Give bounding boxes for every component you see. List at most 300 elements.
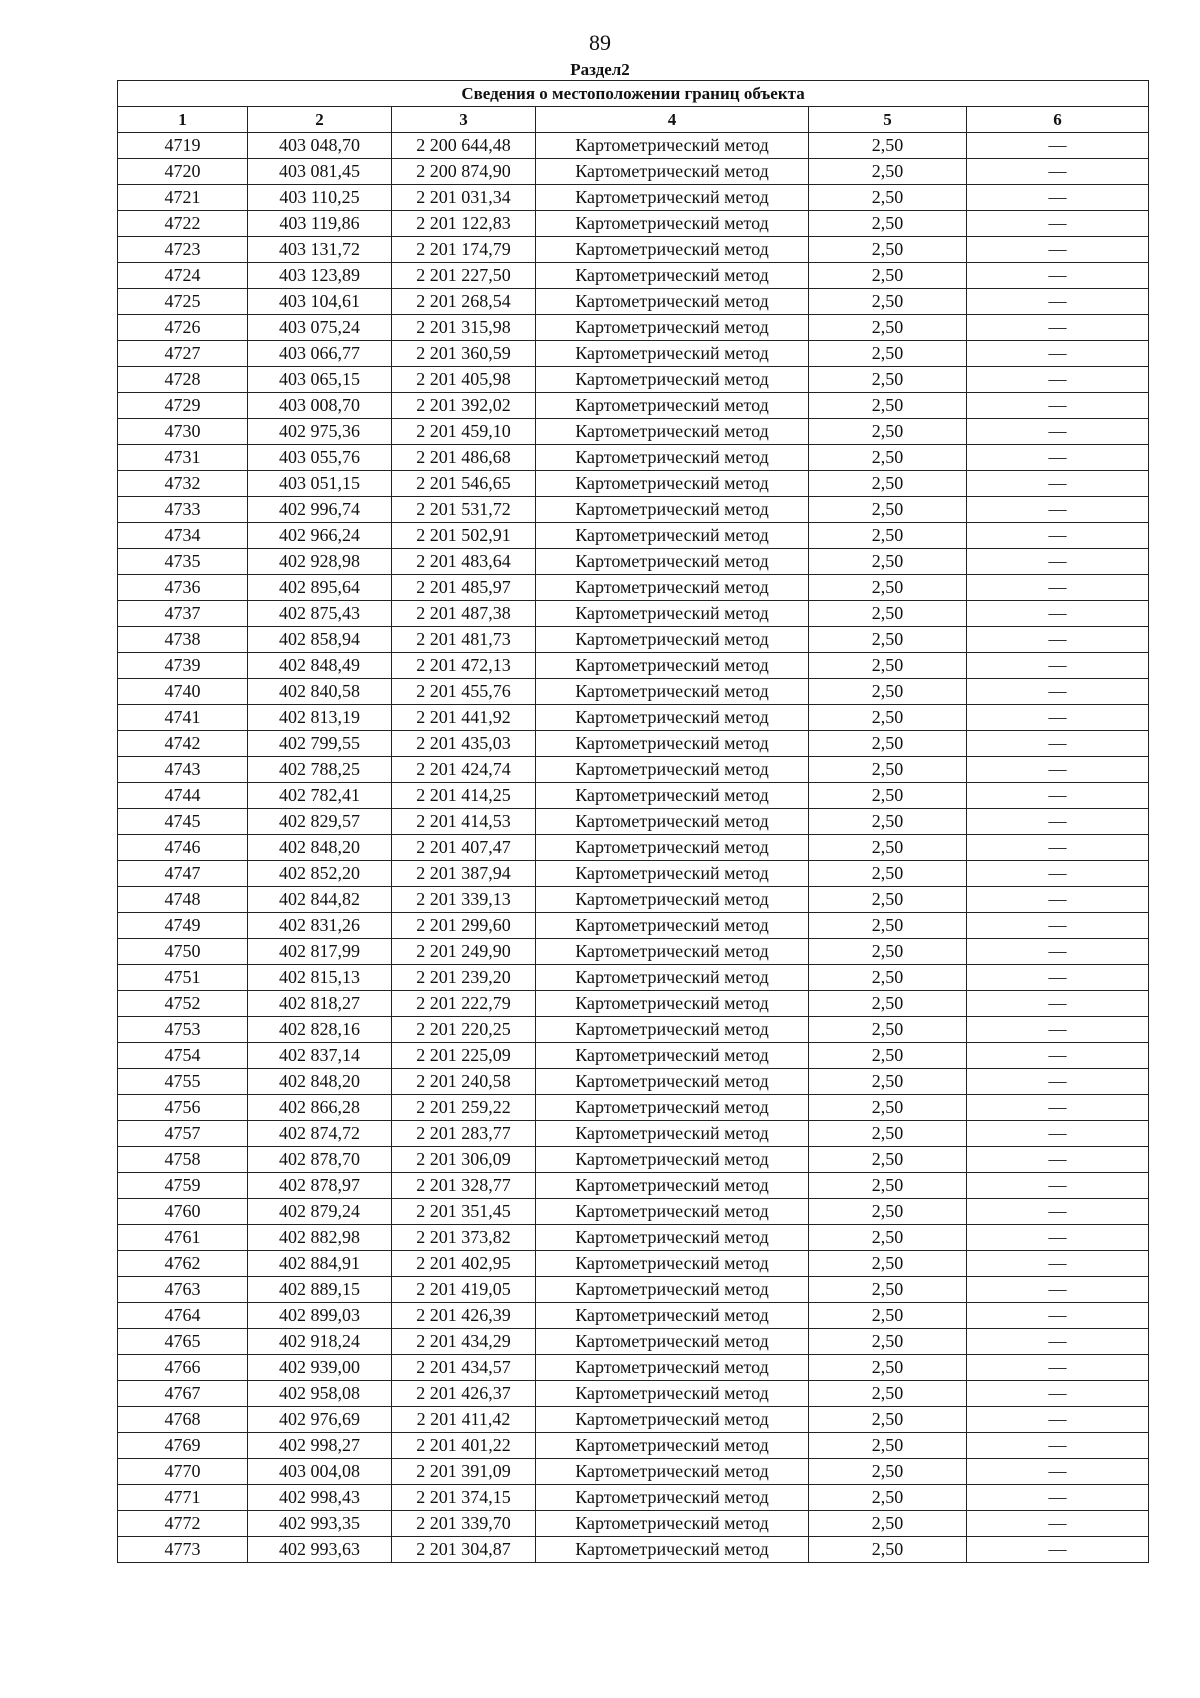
table-row [118,185,1149,211]
method-cell: Картометрический метод [536,159,809,185]
table-row [118,367,1149,393]
y-coordinate-cell: 2 201 239,20 [392,965,536,991]
y-coordinate-cell: 2 201 339,70 [392,1511,536,1537]
method-cell: Картометрический метод [536,1303,809,1329]
x-coordinate-cell: 403 131,72 [248,237,392,263]
point-number-cell: 4756 [118,1095,248,1121]
point-number-cell: 4725 [118,289,248,315]
table-row [118,497,1149,523]
method-cell: Картометрический метод [536,1329,809,1355]
point-number-cell: 4724 [118,263,248,289]
y-coordinate-cell: 2 201 328,77 [392,1173,536,1199]
x-coordinate-cell: 402 831,26 [248,913,392,939]
method-cell: Картометрический метод [536,1199,809,1225]
description-cell: — [967,1173,1149,1199]
accuracy-cell: 2,50 [809,549,967,575]
y-coordinate-cell: 2 200 874,90 [392,159,536,185]
table-caption-row [118,81,1149,107]
table-row [118,1251,1149,1277]
point-number-cell: 4726 [118,315,248,341]
point-number-cell: 4759 [118,1173,248,1199]
description-cell: — [967,601,1149,627]
table-row [118,1329,1149,1355]
point-number-cell: 4733 [118,497,248,523]
method-cell: Картометрический метод [536,471,809,497]
table-row [118,1537,1149,1563]
point-number-cell: 4745 [118,809,248,835]
point-number-cell: 4743 [118,757,248,783]
accuracy-cell: 2,50 [809,497,967,523]
point-number-cell: 4723 [118,237,248,263]
x-coordinate-cell: 402 958,08 [248,1381,392,1407]
accuracy-cell: 2,50 [809,1043,967,1069]
y-coordinate-cell: 2 201 315,98 [392,315,536,341]
method-cell: Картометрический метод [536,393,809,419]
y-coordinate-cell: 2 201 419,05 [392,1277,536,1303]
y-coordinate-cell: 2 201 339,13 [392,887,536,913]
description-cell: — [967,887,1149,913]
description-cell: — [967,1485,1149,1511]
accuracy-cell: 2,50 [809,133,967,159]
x-coordinate-cell: 402 829,57 [248,809,392,835]
x-coordinate-cell: 402 840,58 [248,679,392,705]
accuracy-cell: 2,50 [809,1511,967,1537]
x-coordinate-cell: 402 899,03 [248,1303,392,1329]
method-cell: Картометрический метод [536,1069,809,1095]
description-cell: — [967,731,1149,757]
column-number-1: 1 [118,107,248,133]
method-cell: Картометрический метод [536,1537,809,1563]
table-row [118,263,1149,289]
table-row [118,913,1149,939]
description-cell: — [967,419,1149,445]
point-number-cell: 4749 [118,913,248,939]
description-cell: — [967,627,1149,653]
method-cell: Картометрический метод [536,263,809,289]
table-row [118,1381,1149,1407]
x-coordinate-cell: 402 815,13 [248,965,392,991]
x-coordinate-cell: 403 051,15 [248,471,392,497]
method-cell: Картометрический метод [536,1433,809,1459]
x-coordinate-cell: 402 874,72 [248,1121,392,1147]
description-cell: — [967,1121,1149,1147]
method-cell: Картометрический метод [536,445,809,471]
accuracy-cell: 2,50 [809,523,967,549]
description-cell: — [967,1433,1149,1459]
column-number-6: 6 [967,107,1149,133]
table-row [118,835,1149,861]
description-cell: — [967,1251,1149,1277]
y-coordinate-cell: 2 201 387,94 [392,861,536,887]
method-cell: Картометрический метод [536,705,809,731]
table-row [118,1511,1149,1537]
point-number-cell: 4770 [118,1459,248,1485]
method-cell: Картометрический метод [536,1095,809,1121]
table-row [118,1095,1149,1121]
table-row [118,1121,1149,1147]
point-number-cell: 4752 [118,991,248,1017]
y-coordinate-cell: 2 201 222,79 [392,991,536,1017]
table-row [118,601,1149,627]
y-coordinate-cell: 2 201 414,25 [392,783,536,809]
accuracy-cell: 2,50 [809,315,967,341]
method-cell: Картометрический метод [536,1121,809,1147]
y-coordinate-cell: 2 201 268,54 [392,289,536,315]
table-row [118,1433,1149,1459]
point-number-cell: 4761 [118,1225,248,1251]
x-coordinate-cell: 403 075,24 [248,315,392,341]
accuracy-cell: 2,50 [809,835,967,861]
accuracy-cell: 2,50 [809,809,967,835]
accuracy-cell: 2,50 [809,627,967,653]
y-coordinate-cell: 2 201 441,92 [392,705,536,731]
x-coordinate-cell: 402 878,97 [248,1173,392,1199]
description-cell: — [967,1147,1149,1173]
table-row [118,1459,1149,1485]
column-number-row [118,107,1149,133]
y-coordinate-cell: 2 201 402,95 [392,1251,536,1277]
y-coordinate-cell: 2 201 486,68 [392,445,536,471]
table-row [118,1407,1149,1433]
y-coordinate-cell: 2 201 502,91 [392,523,536,549]
table-row [118,757,1149,783]
y-coordinate-cell: 2 201 122,83 [392,211,536,237]
point-number-cell: 4765 [118,1329,248,1355]
accuracy-cell: 2,50 [809,991,967,1017]
table-row [118,211,1149,237]
method-cell: Картометрический метод [536,523,809,549]
accuracy-cell: 2,50 [809,237,967,263]
table-row [118,653,1149,679]
y-coordinate-cell: 2 201 374,15 [392,1485,536,1511]
table-row [118,1303,1149,1329]
point-number-cell: 4738 [118,627,248,653]
table-row [118,471,1149,497]
description-cell: — [967,263,1149,289]
accuracy-cell: 2,50 [809,367,967,393]
point-number-cell: 4773 [118,1537,248,1563]
table-row [118,1277,1149,1303]
y-coordinate-cell: 2 200 644,48 [392,133,536,159]
x-coordinate-cell: 402 928,98 [248,549,392,575]
accuracy-cell: 2,50 [809,887,967,913]
x-coordinate-cell: 402 993,35 [248,1511,392,1537]
y-coordinate-cell: 2 201 485,97 [392,575,536,601]
point-number-cell: 4763 [118,1277,248,1303]
accuracy-cell: 2,50 [809,1537,967,1563]
accuracy-cell: 2,50 [809,1485,967,1511]
x-coordinate-cell: 403 123,89 [248,263,392,289]
point-number-cell: 4741 [118,705,248,731]
section-title: Раздел2 [570,60,630,79]
description-cell: — [967,159,1149,185]
y-coordinate-cell: 2 201 531,72 [392,497,536,523]
accuracy-cell: 2,50 [809,1381,967,1407]
accuracy-cell: 2,50 [809,757,967,783]
accuracy-cell: 2,50 [809,1225,967,1251]
y-coordinate-cell: 2 201 487,38 [392,601,536,627]
description-cell: — [967,523,1149,549]
method-cell: Картометрический метод [536,1407,809,1433]
accuracy-cell: 2,50 [809,185,967,211]
x-coordinate-cell: 402 858,94 [248,627,392,653]
x-coordinate-cell: 402 996,74 [248,497,392,523]
x-coordinate-cell: 402 918,24 [248,1329,392,1355]
point-number-cell: 4762 [118,1251,248,1277]
accuracy-cell: 2,50 [809,939,967,965]
x-coordinate-cell: 403 065,15 [248,367,392,393]
description-cell: — [967,913,1149,939]
method-cell: Картометрический метод [536,367,809,393]
table-row [118,133,1149,159]
y-coordinate-cell: 2 201 283,77 [392,1121,536,1147]
method-cell: Картометрический метод [536,731,809,757]
table-row [118,419,1149,445]
column-number-4: 4 [536,107,809,133]
method-cell: Картометрический метод [536,315,809,341]
point-number-cell: 4764 [118,1303,248,1329]
point-number-cell: 4720 [118,159,248,185]
table-row [118,289,1149,315]
description-cell: — [967,705,1149,731]
x-coordinate-cell: 402 879,24 [248,1199,392,1225]
method-cell: Картометрический метод [536,497,809,523]
y-coordinate-cell: 2 201 304,87 [392,1537,536,1563]
description-cell: — [967,393,1149,419]
method-cell: Картометрический метод [536,887,809,913]
point-number-cell: 4730 [118,419,248,445]
method-cell: Картометрический метод [536,783,809,809]
point-number-cell: 4719 [118,133,248,159]
table-row [118,965,1149,991]
y-coordinate-cell: 2 201 391,09 [392,1459,536,1485]
point-number-cell: 4768 [118,1407,248,1433]
point-number-cell: 4760 [118,1199,248,1225]
x-coordinate-cell: 402 998,43 [248,1485,392,1511]
table-row [118,1173,1149,1199]
point-number-cell: 4754 [118,1043,248,1069]
x-coordinate-cell: 402 889,15 [248,1277,392,1303]
point-number-cell: 4755 [118,1069,248,1095]
y-coordinate-cell: 2 201 405,98 [392,367,536,393]
y-coordinate-cell: 2 201 434,57 [392,1355,536,1381]
x-coordinate-cell: 402 828,16 [248,1017,392,1043]
method-cell: Картометрический метод [536,185,809,211]
accuracy-cell: 2,50 [809,731,967,757]
accuracy-cell: 2,50 [809,601,967,627]
y-coordinate-cell: 2 201 225,09 [392,1043,536,1069]
accuracy-cell: 2,50 [809,1017,967,1043]
y-coordinate-cell: 2 201 459,10 [392,419,536,445]
column-number-5: 5 [809,107,967,133]
accuracy-cell: 2,50 [809,289,967,315]
x-coordinate-cell: 402 782,41 [248,783,392,809]
description-cell: — [967,757,1149,783]
method-cell: Картометрический метод [536,133,809,159]
point-number-cell: 4766 [118,1355,248,1381]
method-cell: Картометрический метод [536,809,809,835]
description-cell: — [967,835,1149,861]
x-coordinate-cell: 402 895,64 [248,575,392,601]
table-row [118,341,1149,367]
accuracy-cell: 2,50 [809,1251,967,1277]
description-cell: — [967,809,1149,835]
table-row [118,1017,1149,1043]
table-row [118,1485,1149,1511]
table-row [118,1355,1149,1381]
x-coordinate-cell: 402 993,63 [248,1537,392,1563]
accuracy-cell: 2,50 [809,913,967,939]
description-cell: — [967,1303,1149,1329]
description-cell: — [967,1537,1149,1563]
x-coordinate-cell: 403 081,45 [248,159,392,185]
accuracy-cell: 2,50 [809,341,967,367]
accuracy-cell: 2,50 [809,1121,967,1147]
description-cell: — [967,679,1149,705]
table-row [118,991,1149,1017]
x-coordinate-cell: 402 818,27 [248,991,392,1017]
y-coordinate-cell: 2 201 483,64 [392,549,536,575]
y-coordinate-cell: 2 201 546,65 [392,471,536,497]
accuracy-cell: 2,50 [809,1329,967,1355]
description-cell: — [967,315,1149,341]
description-cell: — [967,1017,1149,1043]
point-number-cell: 4737 [118,601,248,627]
table-row [118,731,1149,757]
accuracy-cell: 2,50 [809,575,967,601]
x-coordinate-cell: 402 884,91 [248,1251,392,1277]
description-cell: — [967,133,1149,159]
accuracy-cell: 2,50 [809,1069,967,1095]
accuracy-cell: 2,50 [809,1199,967,1225]
accuracy-cell: 2,50 [809,1095,967,1121]
y-coordinate-cell: 2 201 174,79 [392,237,536,263]
description-cell: — [967,1043,1149,1069]
y-coordinate-cell: 2 201 392,02 [392,393,536,419]
x-coordinate-cell: 402 848,20 [248,835,392,861]
x-coordinate-cell: 402 844,82 [248,887,392,913]
point-number-cell: 4767 [118,1381,248,1407]
accuracy-cell: 2,50 [809,263,967,289]
point-number-cell: 4729 [118,393,248,419]
x-coordinate-cell: 403 104,61 [248,289,392,315]
description-cell: — [967,185,1149,211]
description-cell: — [967,1459,1149,1485]
table-row [118,1043,1149,1069]
table-row [118,1069,1149,1095]
y-coordinate-cell: 2 201 434,29 [392,1329,536,1355]
x-coordinate-cell: 402 875,43 [248,601,392,627]
method-cell: Картометрический метод [536,1355,809,1381]
accuracy-cell: 2,50 [809,965,967,991]
description-cell: — [967,1355,1149,1381]
x-coordinate-cell: 403 110,25 [248,185,392,211]
accuracy-cell: 2,50 [809,419,967,445]
point-number-cell: 4742 [118,731,248,757]
x-coordinate-cell: 402 799,55 [248,731,392,757]
y-coordinate-cell: 2 201 426,39 [392,1303,536,1329]
point-number-cell: 4734 [118,523,248,549]
description-cell: — [967,575,1149,601]
method-cell: Картометрический метод [536,1017,809,1043]
table-row [118,237,1149,263]
method-cell: Картометрический метод [536,991,809,1017]
x-coordinate-cell: 402 882,98 [248,1225,392,1251]
description-cell: — [967,965,1149,991]
y-coordinate-cell: 2 201 031,34 [392,185,536,211]
y-coordinate-cell: 2 201 455,76 [392,679,536,705]
x-coordinate-cell: 403 119,86 [248,211,392,237]
y-coordinate-cell: 2 201 407,47 [392,835,536,861]
x-coordinate-cell: 402 817,99 [248,939,392,965]
method-cell: Картометрический метод [536,679,809,705]
accuracy-cell: 2,50 [809,211,967,237]
point-number-cell: 4751 [118,965,248,991]
method-cell: Картометрический метод [536,1511,809,1537]
y-coordinate-cell: 2 201 424,74 [392,757,536,783]
accuracy-cell: 2,50 [809,1459,967,1485]
y-coordinate-cell: 2 201 435,03 [392,731,536,757]
description-cell: — [967,783,1149,809]
accuracy-cell: 2,50 [809,783,967,809]
boundary-coordinates-table [117,80,1149,1563]
table-row [118,159,1149,185]
point-number-cell: 4739 [118,653,248,679]
x-coordinate-cell: 402 975,36 [248,419,392,445]
table-row [118,393,1149,419]
table-body [118,133,1149,1563]
y-coordinate-cell: 2 201 373,82 [392,1225,536,1251]
method-cell: Картометрический метод [536,1147,809,1173]
x-coordinate-cell: 402 976,69 [248,1407,392,1433]
method-cell: Картометрический метод [536,757,809,783]
description-cell: — [967,1407,1149,1433]
table-caption: Сведения о местоположении границ объекта [118,81,1149,107]
method-cell: Картометрический метод [536,1485,809,1511]
y-coordinate-cell: 2 201 481,73 [392,627,536,653]
point-number-cell: 4772 [118,1511,248,1537]
method-cell: Картометрический метод [536,939,809,965]
method-cell: Картометрический метод [536,861,809,887]
point-number-cell: 4769 [118,1433,248,1459]
description-cell: — [967,367,1149,393]
table-row [118,315,1149,341]
y-coordinate-cell: 2 201 227,50 [392,263,536,289]
accuracy-cell: 2,50 [809,679,967,705]
point-number-cell: 4722 [118,211,248,237]
accuracy-cell: 2,50 [809,1147,967,1173]
method-cell: Картометрический метод [536,1043,809,1069]
accuracy-cell: 2,50 [809,1173,967,1199]
table-row [118,861,1149,887]
point-number-cell: 4731 [118,445,248,471]
method-cell: Картометрический метод [536,549,809,575]
accuracy-cell: 2,50 [809,653,967,679]
description-cell: — [967,237,1149,263]
x-coordinate-cell: 403 008,70 [248,393,392,419]
description-cell: — [967,211,1149,237]
table-row [118,783,1149,809]
x-coordinate-cell: 402 848,49 [248,653,392,679]
point-number-cell: 4758 [118,1147,248,1173]
y-coordinate-cell: 2 201 426,37 [392,1381,536,1407]
y-coordinate-cell: 2 201 411,42 [392,1407,536,1433]
x-coordinate-cell: 402 998,27 [248,1433,392,1459]
x-coordinate-cell: 403 048,70 [248,133,392,159]
accuracy-cell: 2,50 [809,705,967,731]
method-cell: Картометрический метод [536,341,809,367]
method-cell: Картометрический метод [536,627,809,653]
